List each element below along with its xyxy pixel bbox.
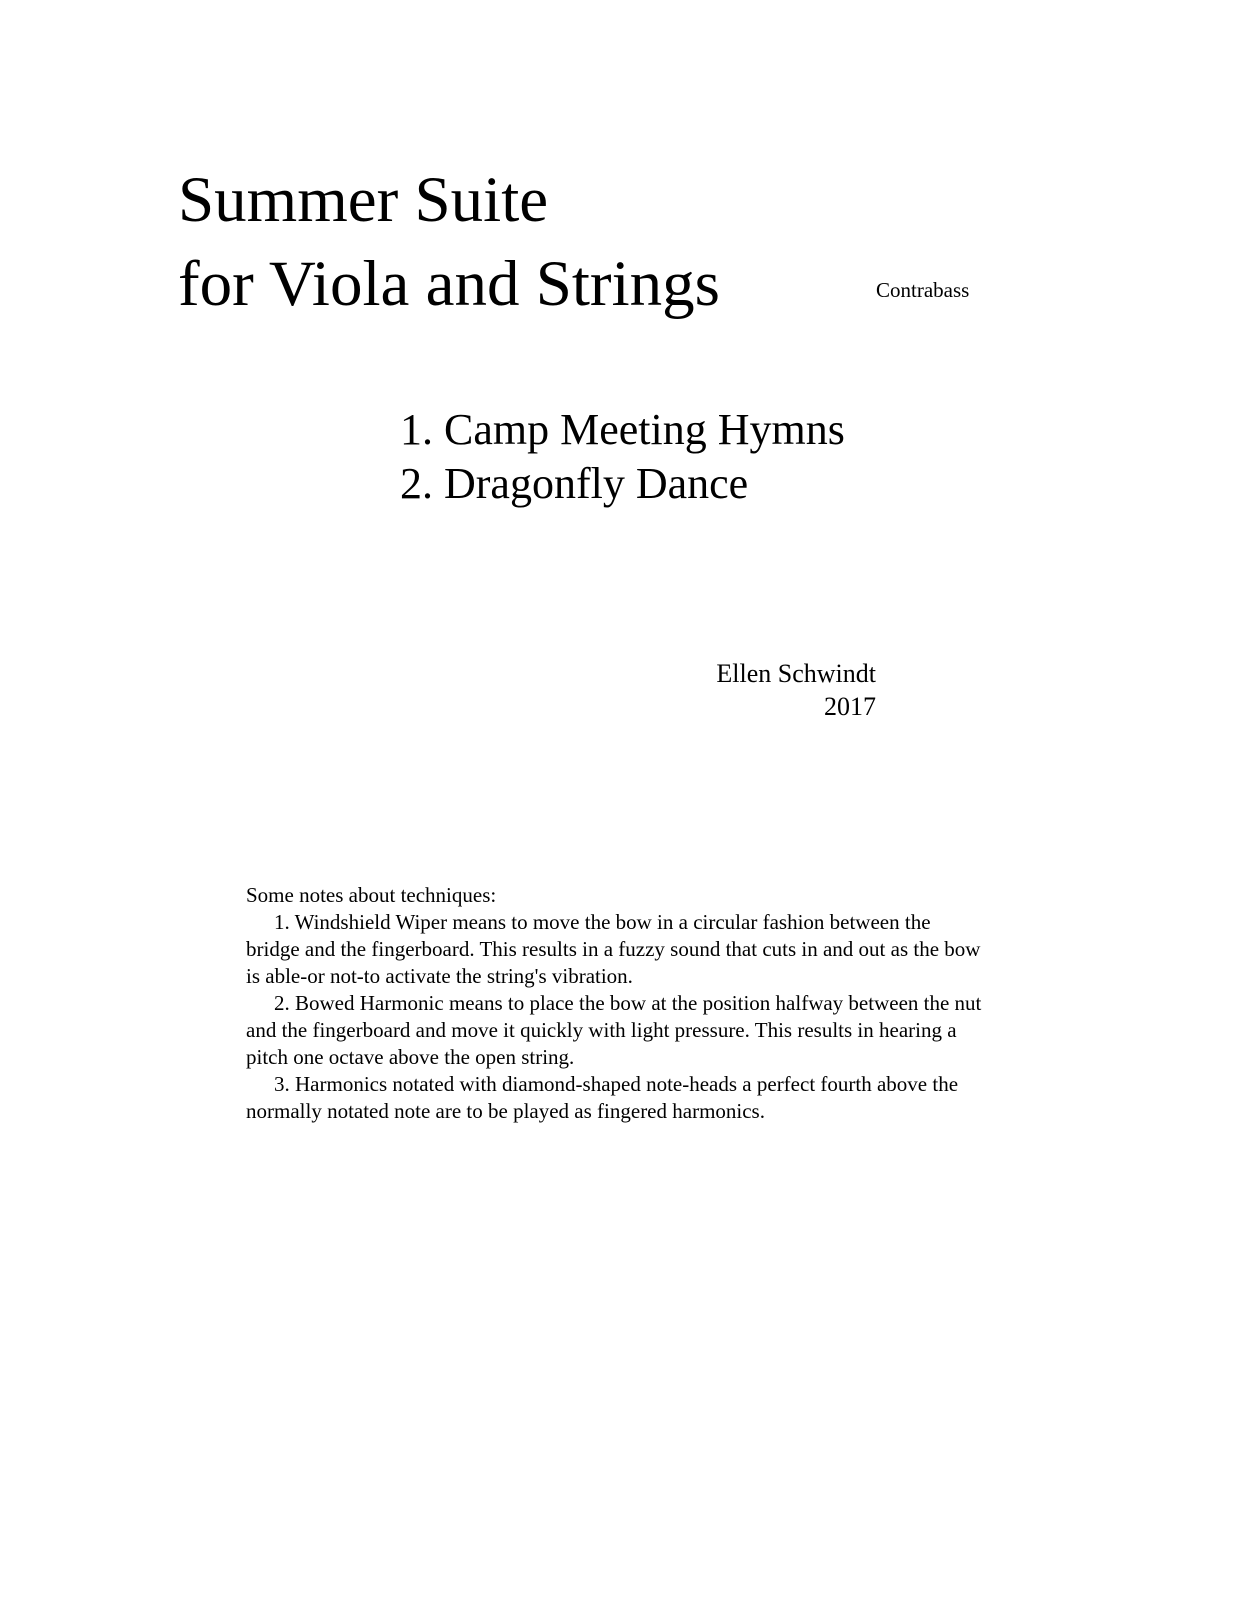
piece-title xyxy=(178,158,720,326)
title-line-1: Summer Suite xyxy=(178,164,549,236)
movement-list xyxy=(400,403,845,511)
technique-note: 1. Windshield Wiper means to move the bow in a circular fashion between the bridge and the fingerboard. This results in a fuzzy sound that cuts in and out as the bow is able-or not-to activate the string's vibration. xyxy=(246,910,981,988)
technique-note: 2. Bowed Harmonic means to place the bow at the position halfway between the nut and the fingerboard and move it quickly with light pressure. This results in hearing a pitch one octave above the open string. xyxy=(246,991,982,1069)
technique-notes-heading: Some notes about techniques: xyxy=(246,883,497,907)
composer-block xyxy=(640,657,876,723)
title-line-2: for Viola and Strings xyxy=(178,248,720,320)
technique-note: 3. Harmonics notated with diamond-shaped note-heads a perfect fourth above the normally notated note are to be played as fingered harmonics. xyxy=(246,1072,959,1123)
movement-item: 1. Camp Meeting Hymns xyxy=(400,405,845,454)
composer-name: Ellen Schwindt xyxy=(716,659,876,688)
technique-notes xyxy=(246,882,986,1125)
instrument-part-label: Contrabass xyxy=(876,278,970,302)
composition-year: 2017 xyxy=(824,692,876,721)
movement-item: 2. Dragonfly Dance xyxy=(400,459,749,508)
